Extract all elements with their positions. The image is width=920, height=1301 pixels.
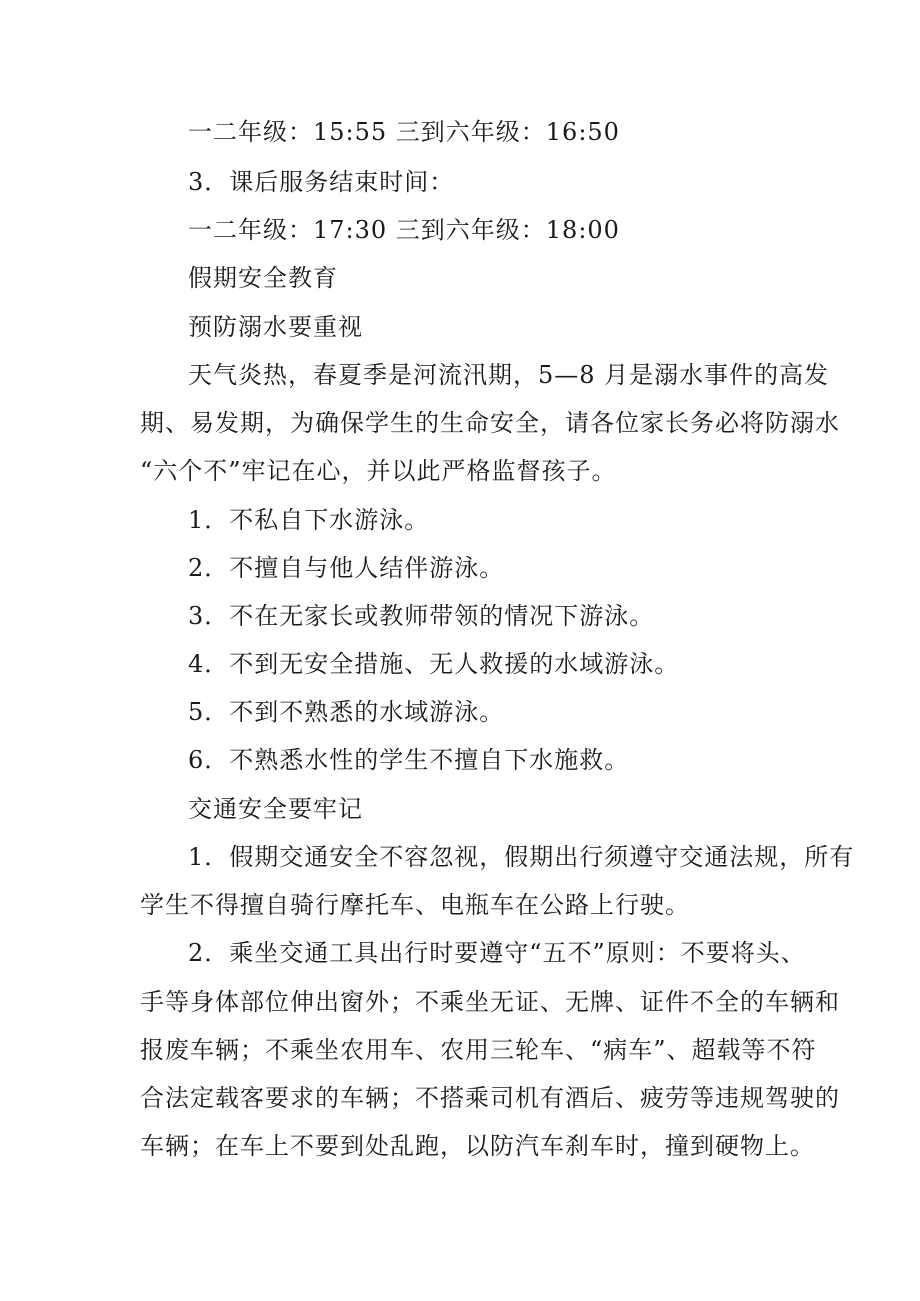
traffic-rule-2-line-1: 2．乘坐交通工具出行时要遵守“五不”原则：不要将头、 bbox=[188, 939, 806, 967]
drowning-rule-5: 5．不到不熟悉的水域游泳。 bbox=[188, 698, 505, 726]
drowning-paragraph-line-2: 期、易发期，为确保学生的生命安全，请各位家长务必将防溺水 bbox=[140, 409, 840, 437]
traffic-rule-2-line-5: 车辆；在车上不要到处乱跑，以防汽车刹车时，撞到硬物上。 bbox=[140, 1132, 815, 1160]
drowning-rule-3: 3．不在无家长或教师带领的情况下游泳。 bbox=[188, 602, 655, 630]
drowning-rule-6: 6．不熟悉水性的学生不擅自下水施救。 bbox=[188, 746, 630, 774]
service-end-times: 一二年级：17:30 三到六年级：18:00 bbox=[188, 216, 620, 244]
drowning-paragraph-line-1: 天气炎热，春夏季是河流汛期，5—8 月是溺水事件的高发 bbox=[188, 361, 830, 389]
service-end-heading: 3．课后服务结束时间： bbox=[188, 168, 455, 196]
traffic-rule-2-line-3: 报废车辆；不乘坐农用车、农用三轮车、“病车”、超载等不符 bbox=[140, 1036, 817, 1064]
traffic-rule-1-line-1: 1．假期交通安全不容忽视，假期出行须遵守交通法规，所有 bbox=[188, 843, 855, 871]
drowning-rule-1: 1．不私自下水游泳。 bbox=[188, 506, 430, 534]
drowning-rule-2: 2．不擅自与他人结伴游泳。 bbox=[188, 554, 505, 582]
subsection-title-drowning: 预防溺水要重视 bbox=[188, 313, 363, 341]
subsection-title-traffic: 交通安全要牢记 bbox=[188, 795, 363, 823]
drowning-rule-4: 4．不到无安全措施、无人救援的水域游泳。 bbox=[188, 650, 680, 678]
drowning-paragraph-line-3: “六个不”牢记在心，并以此严格监督孩子。 bbox=[140, 457, 617, 485]
traffic-rule-1-line-2: 学生不得擅自骑行摩托车、电瓶车在公路上行驶。 bbox=[140, 891, 690, 919]
traffic-rule-2-line-2: 手等身体部位伸出窗外；不乘坐无证、无牌、证件不全的车辆和 bbox=[140, 988, 840, 1016]
traffic-rule-2-line-4: 合法定载客要求的车辆；不搭乘司机有酒后、疲劳等违规驾驶的 bbox=[140, 1084, 840, 1112]
service-time-line-1: 一二年级：15:55 三到六年级：16:50 bbox=[188, 118, 620, 146]
section-title-holiday-safety: 假期安全教育 bbox=[188, 264, 338, 292]
